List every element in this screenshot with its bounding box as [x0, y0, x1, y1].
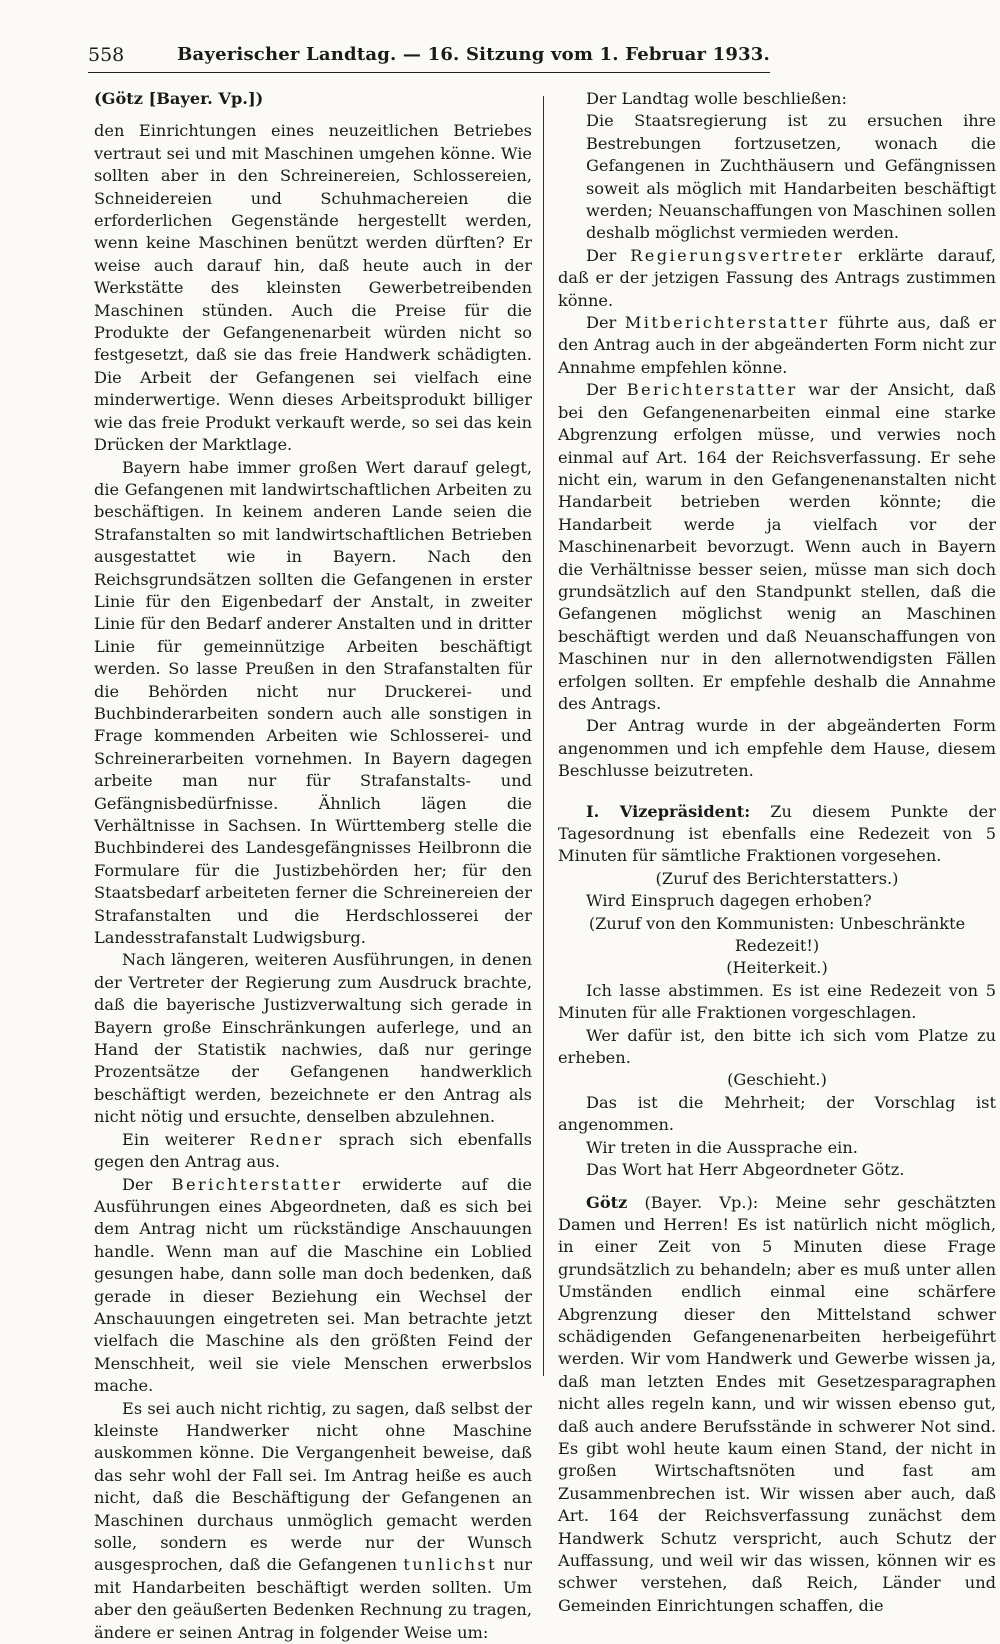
paragraph — [558, 245, 996, 312]
spacer — [558, 783, 996, 801]
right-column — [558, 88, 996, 1617]
paragraph: Wer dafür ist, den bitte ich sich vom Platze zu erheben. — [558, 1025, 996, 1068]
text-run: führte aus, daß er den Antrag auch in der abgeänderten Form nicht zur Annahme empfehlen könne. — [558, 313, 996, 377]
paragraph — [94, 1174, 532, 1398]
text-run: sprach sich ebenfalls gegen den Antrag aus. — [94, 1129, 532, 1172]
spacer — [558, 1182, 996, 1192]
running-title: Bayerischer Landtag. — 16. Sitzung vom 1. Februar 1933. — [177, 44, 770, 65]
text-run: nur mit Handarbeiten beschäftigt werden sollten. Um aber den geäußerten Bedenken Rechnung zu tragen, ändere er seinen Antrag in folgender Weise um: — [94, 1555, 532, 1642]
interjection: (Heiterkeit.) — [726, 958, 828, 978]
paragraph — [558, 379, 996, 715]
paragraph — [558, 312, 996, 379]
text-run: erklärte darauf, daß er der jetzigen Fassung des Antrags zustimmen könne. — [558, 245, 996, 310]
paragraph: Wird Einspruch dagegen erhoben? — [586, 891, 872, 911]
spaced-term: Berichterstatter — [626, 380, 798, 400]
text-run: Es sei auch nicht richtig, zu sagen, daß selbst der kleinste Handwerker nicht ohne Maschine auskommen könne. Die Vergangenheit beweise, daß das sehr wohl der Fall sei. Im Antrag heiße es auch nicht, daß die Beschäftigung der Gefangenen an Maschinen durchaus unmöglich gemacht werden solle, sondern es werde nur der Wunsch ausgesprochen, daß die Gefangenen — [94, 1398, 532, 1575]
paragraph — [558, 801, 996, 868]
paragraph: Das ist die Mehrheit; der Vorschlag ist angenommen. — [558, 1092, 996, 1135]
spaced-term: Berichterstatter — [171, 1174, 343, 1194]
paragraph: Bayern habe immer großen Wert darauf gelegt, die Gefangenen mit landwirtschaftlichen Arbeiten zu beschäftigen. In keinem anderen Lande seien die Strafanstalten so mit landwirtschaftlichen Betrieben ausgestattet wie in Bayern. Nach den Reichsgrundsätzen sollten die Gefangenen in erster Linie für den Eigenbedarf der Anstalt, in zweiter Linie für den Bedarf anderer Anstalten und in dritter Linie für gemeinnützige Arbeiten beschäftigt werden. So lasse Preußen in den Strafanstalten für die Behörden nicht nur Druckerei- und Buchbinderarbeiten sondern auch alle sonstigen in Frage kommenden Arbeiten wie Schlosserei- und Schreinerarbeiten vornehmen. In Bayern dagegen arbeite man nur für Strafanstalts- und Gefängnisbedürfnisse. Ähnlich lägen die Verhältnisse in Sachsen. In Württemberg stelle die Buchbinderei des Landesgefängnisses Heilbronn die Formulare für die Justizbehörden her; für den Staatsbedarf arbeiteten ferner die Schreinereien der Strafanstalten und die Herdschlosserei der Landesstrafanstalt Ludwigsburg. — [94, 457, 532, 948]
text-run: Zu diesem Punkte der Tagesordnung ist ebenfalls eine Redezeit von 5 Minuten für sämtliche Fraktionen vorgesehen. — [558, 801, 996, 866]
paragraph: Ich lasse abstimmen. Es ist eine Redezeit von 5 Minuten für alle Fraktionen vorgeschlagen. — [558, 980, 996, 1023]
text-run: erwiderte auf die Ausführungen eines Abgeordneten, daß es sich bei dem Antrag nicht um rückständige Anschauungen handle. Wenn man auf die Maschine ein Loblied gesungen habe, dann solle man doch bedenken, daß gerade in dieser Beziehung ein Wechsel der Anschauungen eingetreten sei. Man betrachte jetzt vielfach die Maschine als den größten Feind der Menschheit, weil sie viele Menschen erwerbslos mache. — [94, 1174, 532, 1396]
text-run: (Bayer. Vp.): Meine sehr geschätzten Damen und Herren! Es ist natürlich nicht möglich, in einer Zeit von 5 Minuten diese Frage grundsätzlich zu behandeln; aber es muß unter allen Umständen endlich einmal eine schärfere Abgrenzung dieser den Mittelstand schwer schädigenden Gefangenenarbeiten herbeigeführt werden. Wir vom Handwerk und Gewerbe wissen ja, daß man letzten Endes mit Gesetzesparagraphen nicht alles regeln kann, und wir wissen ebenso gut, daß auch andere Berufsstände in schwerer Not sind. Es gibt wohl heute kaum einen Stand, der nicht in großen Wirtschaftsnöten und fast am Zusammenbrechen ist. Wir wissen aber auch, daß Art. 164 der Reichsverfassung zunächst dem Handwerk Schutz verspricht, auch Schutz der Auffassung, und weil wir das wissen, können wir es schwer verstehen, daß Reich, Länder und Gemeinden Einrichtungen schaffen, die — [558, 1192, 997, 1615]
paragraph — [94, 1129, 532, 1174]
paragraph: Wir treten in die Aussprache ein. — [586, 1137, 858, 1157]
text-run: Ein weiterer — [122, 1129, 235, 1149]
text-run: Der — [586, 245, 617, 265]
speaker-tag: (Götz [Bayer. Vp.]) — [94, 89, 264, 108]
motion-text: Die Staatsregierung ist zu ersuchen ihre Bestrebungen fortzusetzen, wonach die Gefangenen in Zuchthäusern und Gefängnissen soweit als möglich mit Handarbeiten beschäftigt werden; Neuanschaffungen von Maschinen sollen deshalb möglichst vermieden werden. — [586, 111, 996, 243]
paragraph — [558, 1192, 996, 1618]
spaced-term: Redner — [249, 1129, 324, 1149]
left-column — [94, 88, 532, 1644]
interjection: (Geschieht.) — [727, 1070, 827, 1090]
text-run: Der — [586, 380, 617, 400]
spaced-term: tunlichst — [403, 1555, 498, 1575]
page-header — [88, 42, 770, 73]
column-divider — [543, 96, 544, 1376]
speaker-name: Götz — [586, 1192, 628, 1212]
page-number: 558 — [88, 44, 125, 66]
paragraph: Der Antrag wurde in der abgeänderten Form angenommen und ich empfehle dem Hause, diesem Beschlusse beizutreten. — [558, 716, 996, 781]
spaced-term: Mitberichterstatter — [624, 313, 830, 333]
interjection: (Zuruf des Berichterstatters.) — [655, 868, 899, 888]
paragraph — [94, 1398, 532, 1644]
paragraph: Der Landtag wolle beschließen: — [586, 89, 847, 108]
paragraph: Das Wort hat Herr Abgeordneter Götz. — [586, 1160, 905, 1180]
text-run: Der — [586, 313, 617, 333]
text-run: war der Ansicht, daß bei den Gefangenenarbeiten einmal eine starke Abgrenzung erfolgen müsse, und verwies noch einmal auf Art. 164 der Reichsverfassung. Er sehe nicht ein, warum in den Gefangenenanstalten nicht Handarbeit betrieben werden könnte; die Handarbeit werde ja vielfach vor der Maschinenarbeit bevorzugt. Wenn auch in Bayern die Verhältnisse besser seien, müsse man sich doch grundsätzlich auf den Standpunkt stellen, daß die Gefangenen möglichst wenig an Maschinen beschäftigt werden und daß Neuanschaffungen von Maschinen nur in den allernotwendigsten Fällen erfolgen sollten. Er empfehle deshalb die Annahme des Antrags. — [558, 380, 996, 713]
speaker-name: I. Vizepräsident: — [586, 801, 751, 821]
text-run: Der — [122, 1174, 153, 1194]
spaced-term: Regierungsvertreter — [630, 245, 845, 265]
interjection: (Zuruf von den Kommunisten: Unbeschränkte Redezeit!) — [588, 913, 966, 956]
paragraph: den Einrichtungen eines neuzeitlichen Betriebes vertraut sei und mit Maschinen umgehen könne. Wie sollten aber in den Schreinereien, Schlossereien, Schneidereien und Schuhmachereien die erforderlichen Gegenstände hergestellt werden, wenn keine Maschinen benützt werden dürften? Er weise auch darauf hin, daß heute auch in der Werkstätte des kleinsten Gewerbetreibenden Maschinen stünden. Auch die Preise für die Produkte der Gefangenenarbeit würden nicht so festgesetzt, daß sie das freie Handwerk schädigten. Die Arbeit der Gefangenen sei vielfach eine minderwertige. Wenn dieses Arbeitsprodukt billiger wie das freie Produkt verkauft werde, so sei das kein Drücken der Marktlage. — [94, 121, 532, 455]
paragraph: Nach längeren, weiteren Ausführungen, in denen der Vertreter der Regierung zum Ausdruck brachte, daß die bayerische Justizverwaltung sich gerade in Bayern große Einschränkungen auferlege, und an Hand der Statistik nachwies, daß nur geringe Prozentsätze der Gefangenen handwerklich beschäftigt werden, bezeichnete er den Antrag als nicht nötig und ersuchte, denselben abzulehnen. — [94, 950, 532, 1127]
